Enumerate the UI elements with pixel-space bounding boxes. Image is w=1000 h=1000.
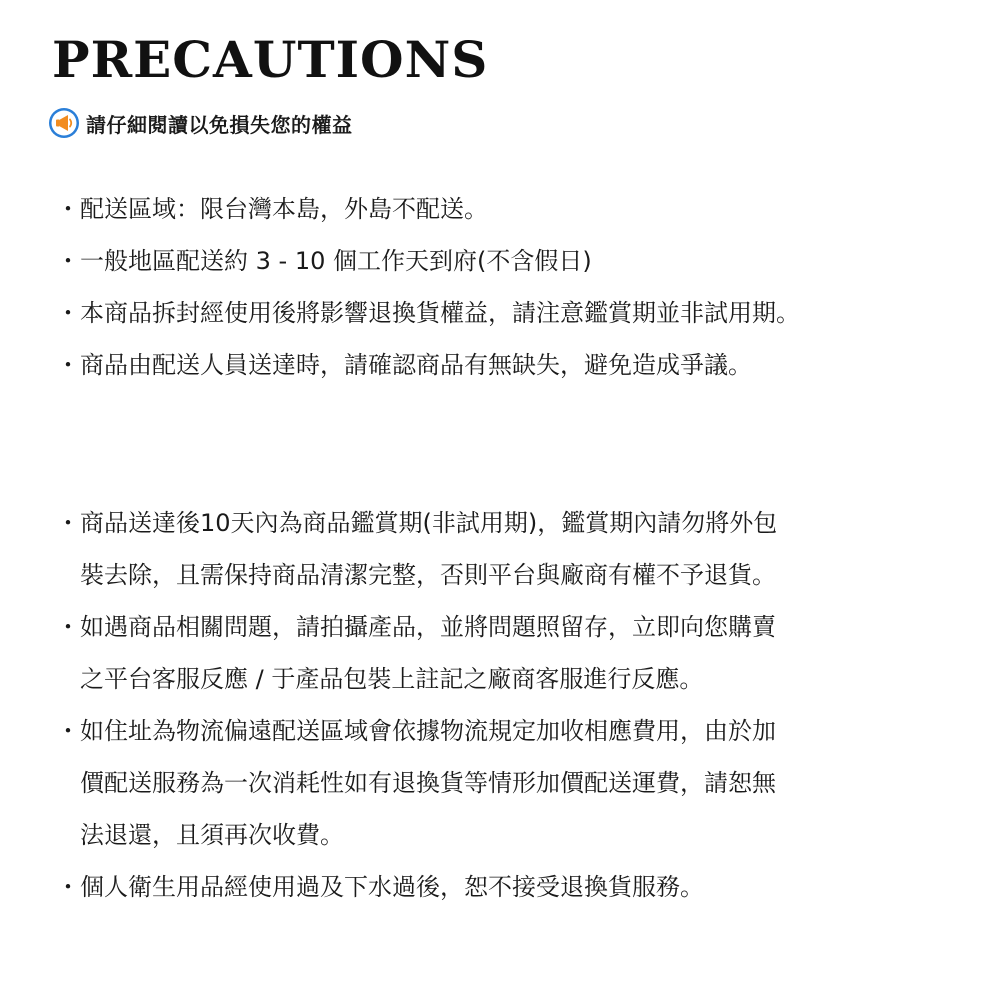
list-item <box>56 705 956 861</box>
list-item-text: 一般地區配送約 3 - 10 個工作天到府(不含假日) <box>80 247 592 275</box>
notice-row <box>48 105 353 141</box>
bullet: ・ <box>56 509 80 537</box>
list-item-line: 如住址為物流偏遠配送區域會依據物流規定加收相應費用，由於加 <box>80 717 776 745</box>
list-item-line: 個人衛生用品經使用過及下水過後，恕不接受退換貨服務。 <box>80 873 704 901</box>
list-item <box>56 497 956 601</box>
bullet: ・ <box>56 247 80 275</box>
page-title: PRECAUTIONS <box>52 30 489 89</box>
return-policy-list <box>56 497 956 913</box>
bullet: ・ <box>56 717 80 745</box>
list-item <box>56 235 956 287</box>
list-item-line: 如遇商品相關問題，請拍攝產品，並將問題照留存，立即向您購賣 <box>80 613 776 641</box>
bullet: ・ <box>56 873 80 901</box>
list-item-line: 法退還，且須再次收費。 <box>80 821 344 849</box>
bullet: ・ <box>56 195 80 223</box>
list-item <box>56 601 956 705</box>
megaphone-icon <box>48 107 80 139</box>
list-item <box>56 287 956 339</box>
bullet: ・ <box>56 299 80 327</box>
list-item-text: 本商品拆封經使用後將影響退換貨權益，請注意鑑賞期並非試用期。 <box>80 299 800 327</box>
list-item <box>56 183 956 235</box>
list-item-line: 之平台客服反應 / 于產品包裝上註記之廠商客服進行反應。 <box>80 665 704 693</box>
list-item-text: 商品由配送人員送達時，請確認商品有無缺失，避免造成爭議。 <box>80 351 752 379</box>
bullet: ・ <box>56 613 80 641</box>
list-item-line: 裝去除，且需保持商品清潔完整，否則平台與廠商有權不予退貨。 <box>80 561 776 589</box>
list-item <box>56 861 956 913</box>
list-item-line: 價配送服務為一次消耗性如有退換貨等情形加價配送運費，請恕無 <box>80 769 776 797</box>
list-item <box>56 339 956 391</box>
bullet: ・ <box>56 351 80 379</box>
shipping-notes-list <box>56 183 956 391</box>
list-item-line: 商品送達後10天內為商品鑑賞期(非試用期)，鑑賞期內請勿將外包 <box>80 509 778 537</box>
notice-subtitle: 請仔細閱讀以免損失您的權益 <box>86 112 353 137</box>
list-item-text: 配送區域：限台灣本島，外島不配送。 <box>80 195 488 223</box>
